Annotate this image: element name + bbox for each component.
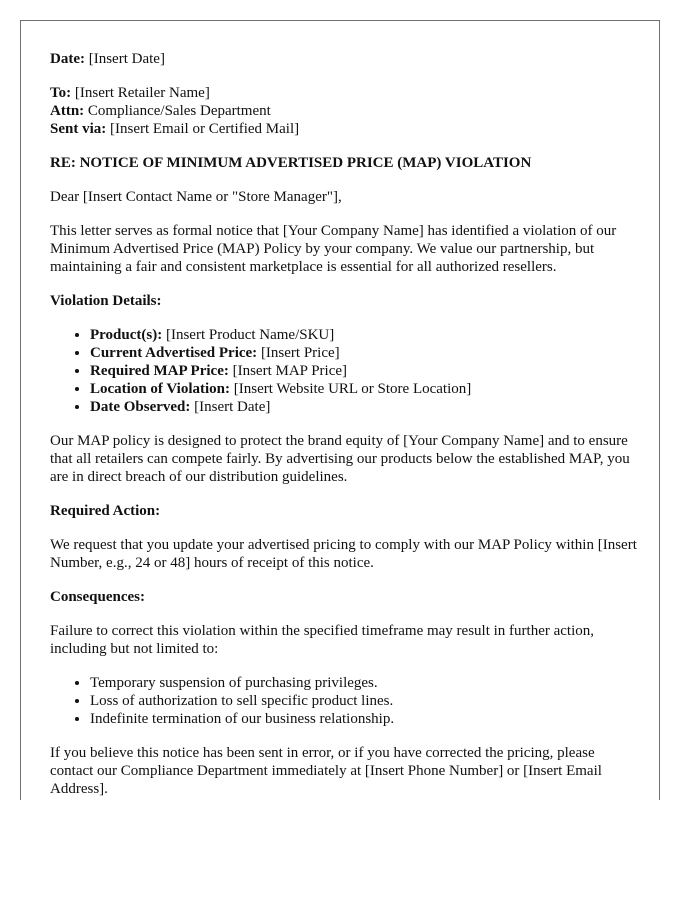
- list-item: • Indefinite termination of our business relationship.: [90, 710, 640, 728]
- to-label: To:: [50, 85, 72, 101]
- sent-via-label: Sent via:: [50, 121, 107, 137]
- date-value: [Insert Date]: [84, 51, 165, 67]
- required-action-paragraph: We request that you update your advertised pricing to comply with our MAP Policy within [Insert Number, e.g., 24 or 48] hours of receipt of this notice.: [50, 537, 637, 571]
- consequences-heading: Consequences:: [50, 589, 146, 605]
- intro-paragraph: This letter serves as formal notice that [Your Company Name] has identified a violation of our Minimum Advertised Price (MAP) Policy by your company. We value our partnership, but maintaining a fair and consistent marketplace is essential for all authorized resellers.: [50, 223, 617, 275]
- violation-item-value: [Insert Price]: [257, 345, 340, 361]
- list-item: [90, 344, 640, 362]
- subject-line: RE: NOTICE OF MINIMUM ADVERTISED PRICE (MAP) VIOLATION: [50, 155, 532, 171]
- closing-paragraph: If you believe this notice has been sent in error, or if you have corrected the pricing, please contact our Compliance Department immediately at [Insert Phone Number] or [Insert Email Address].: [50, 745, 602, 797]
- list-item: [90, 398, 640, 416]
- list-item: [90, 380, 640, 398]
- to-value: [Insert Retailer Name]: [71, 85, 210, 101]
- violation-item-value: [Insert Product Name/SKU]: [162, 327, 335, 343]
- violation-item-value: [Insert Date]: [190, 399, 271, 415]
- list-item: • Temporary suspension of purchasing privileges.: [90, 674, 640, 692]
- list-item: [90, 326, 640, 344]
- consequences-list: [50, 674, 640, 728]
- letter-page: [20, 20, 660, 800]
- violation-details-list: [50, 326, 640, 416]
- date-block: [50, 50, 640, 68]
- list-item: • Loss of authorization to sell specific product lines.: [90, 692, 640, 710]
- to-line: [50, 84, 640, 102]
- date-label: Date:: [50, 51, 85, 67]
- violation-item-label: Product(s):: [90, 327, 163, 343]
- violation-item-label: Date Observed:: [90, 399, 191, 415]
- violation-item-value: [Insert Website URL or Store Location]: [230, 381, 472, 397]
- violation-item-label: Current Advertised Price:: [90, 345, 258, 361]
- policy-paragraph: Our MAP policy is designed to protect the brand equity of [Your Company Name] and to ensure that all retailers can compete fairly. By advertising our products below the established MAP, you are in direct breach of our distribution guidelines.: [50, 433, 630, 485]
- attn-label: Attn:: [50, 103, 85, 119]
- recipient-block: [50, 84, 640, 138]
- date-line: [50, 50, 640, 68]
- sent-via-value: [Insert Email or Certified Mail]: [106, 121, 300, 137]
- violation-item-label: Required MAP Price:: [90, 363, 229, 379]
- letter-body: [50, 50, 640, 814]
- salutation: Dear [Insert Contact Name or "Store Manager"],: [50, 189, 342, 205]
- consequences-paragraph: Failure to correct this violation within the specified timeframe may result in further action, including but not limited to:: [50, 623, 594, 657]
- attn-line: [50, 102, 640, 120]
- list-item: [90, 362, 640, 380]
- violation-item-label: Location of Violation:: [90, 381, 231, 397]
- violation-item-value: [Insert MAP Price]: [228, 363, 348, 379]
- violation-details-heading: Violation Details:: [50, 293, 162, 309]
- required-action-heading: Required Action:: [50, 503, 161, 519]
- sent-via-line: [50, 120, 640, 138]
- attn-value: Compliance/Sales Department: [84, 103, 271, 119]
